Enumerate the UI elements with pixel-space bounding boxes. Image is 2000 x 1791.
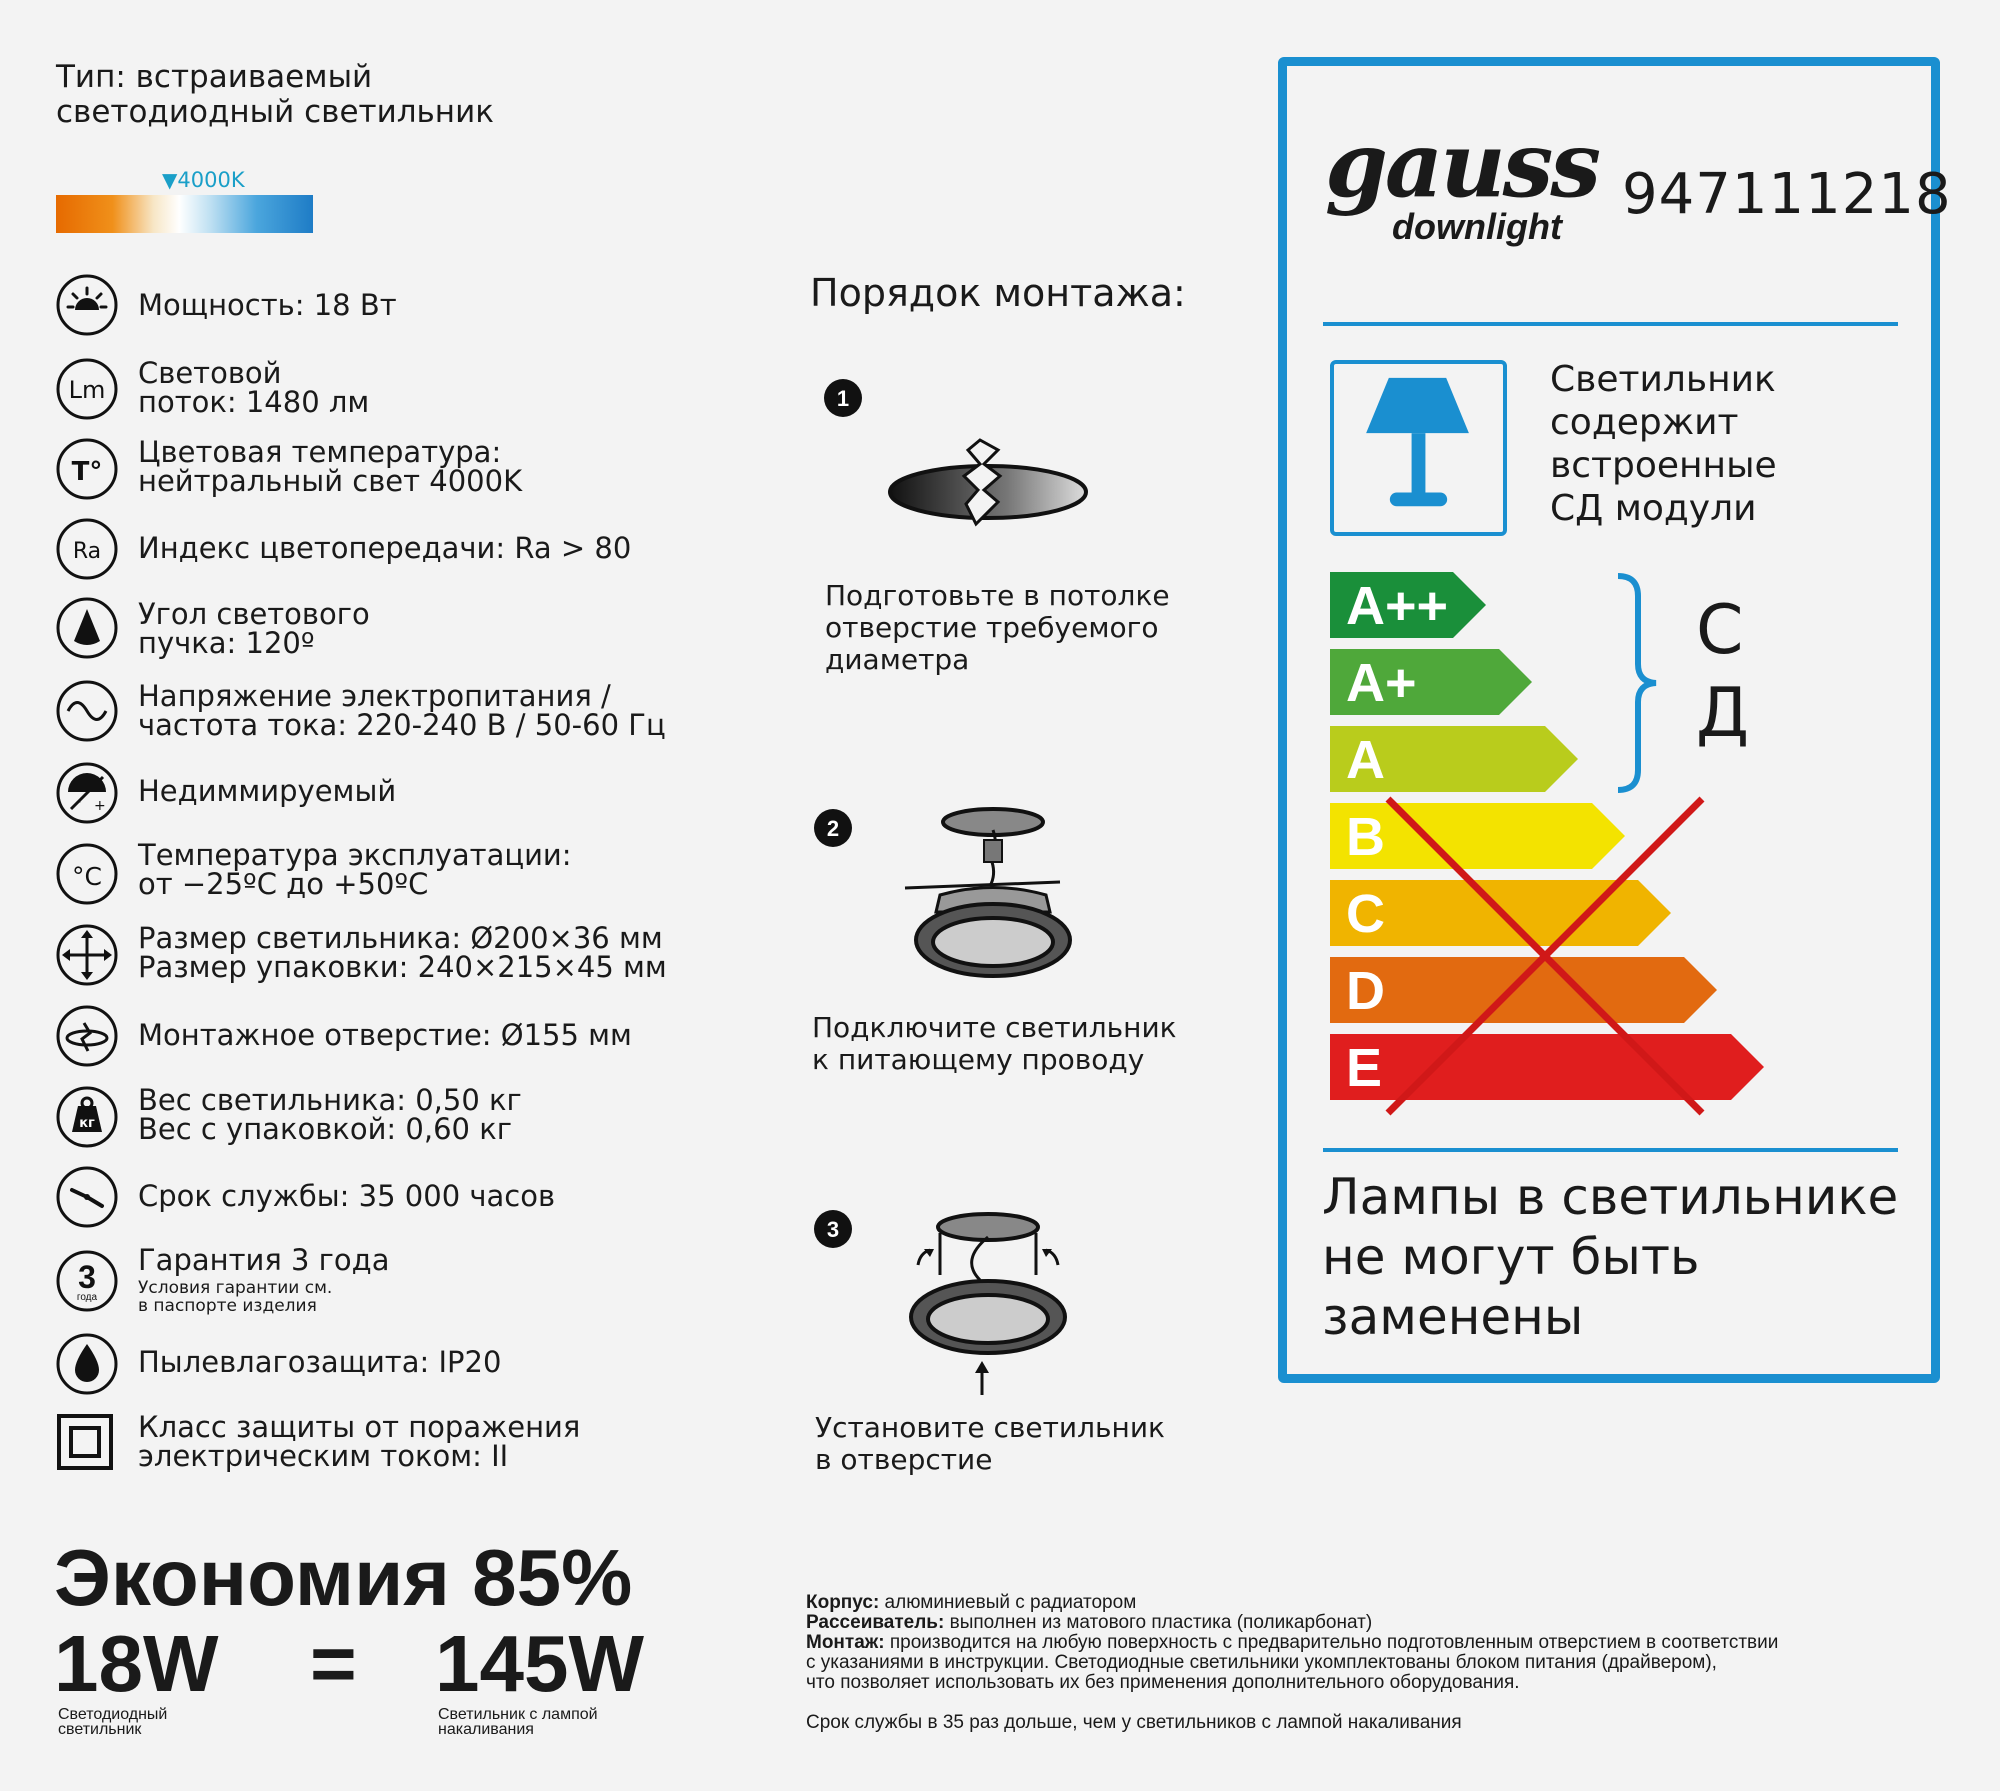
led-watt: 18W — [54, 1619, 219, 1708]
class-ii-icon — [56, 1413, 118, 1475]
lumen-icon — [56, 358, 118, 420]
size-arrows-icon — [56, 924, 118, 986]
step-2-badge — [813, 808, 853, 848]
warranty-icon — [56, 1250, 118, 1312]
led-caption: Светодиодный светильник — [58, 1706, 168, 1738]
spec-weight: Вес светильника: 0,50 кг Вес с упаковкой: 0,60 кг — [138, 1083, 522, 1146]
spec-color-temperature: Цветовая температура: нейтральный свет 4000K — [138, 435, 523, 498]
svg-text:Lm: Lm — [68, 376, 106, 404]
incandescent-watt: 145W — [435, 1619, 644, 1708]
label-divider-bottom — [1323, 1148, 1898, 1152]
non-dimmable-icon — [56, 762, 118, 824]
spec-voltage: Напряжение электропитания / частота тока: 220-240 В / 50-60 Гц — [138, 679, 666, 742]
svg-text:кг: кг — [79, 1116, 95, 1131]
temp-marker: ▼4000K — [162, 168, 245, 192]
beam-angle-icon — [56, 597, 118, 659]
svg-text:+: + — [94, 798, 106, 814]
wiring-illustration — [900, 800, 1075, 985]
spec-dimensions: Размер светильника: Ø200×36 мм Размер упаковки: 240×215×45 мм — [138, 921, 667, 984]
svg-text:года: года — [76, 1292, 98, 1303]
spec-luminous-flux: Световой поток: 1480 лм — [138, 356, 370, 419]
spec-lifetime: Срок службы: 35 000 часов — [138, 1179, 556, 1213]
sub-brand: downlight — [1392, 206, 1562, 247]
energy-class-a: A — [1330, 726, 1578, 792]
spec-operating-temperature: Температура эксплуатации: от −25ºC до +50ºC — [138, 838, 572, 901]
material-notes — [806, 1593, 1778, 1693]
thermometer-icon — [56, 438, 118, 500]
fixture-statement: Светильник содержит встроенные СД модули — [1550, 359, 1777, 529]
spec-warranty: Гарантия 3 года Условия гарантии см. в паспорте изделия — [138, 1243, 390, 1316]
step-1-text: Подготовьте в потолке отверстие требуемого диаметра — [825, 579, 1170, 676]
ra-icon — [56, 518, 118, 580]
class-range-bottom: Д — [1696, 674, 1750, 753]
type-line-1: Тип: встраиваемый — [56, 59, 373, 95]
step-2-text: Подключите светильник к питающему проводу — [812, 1011, 1177, 1076]
equals-sign: = — [310, 1619, 357, 1708]
non-replaceable-notice: Лампы в светильнике не могут быть заменены — [1322, 1168, 1899, 1346]
label-divider-top — [1323, 322, 1898, 326]
svg-text:T°: T° — [71, 457, 103, 487]
insert-fixture-illustration — [900, 1205, 1075, 1400]
svg-text:3: 3 — [826, 1217, 840, 1242]
svg-text:2: 2 — [826, 816, 840, 841]
note-mounting: Монтаж: производится на любую поверхность с предварительно подготовленным отверстием в соответствии — [806, 1632, 1779, 1653]
step-3-badge — [813, 1209, 853, 1249]
clock-icon — [56, 1166, 118, 1228]
spec-beam-angle: Угол светового пучка: 120º — [138, 597, 370, 660]
spec-mounting-hole: Монтажное отверстие: Ø155 мм — [138, 1018, 632, 1052]
lifetime-note: Срок службы в 35 раз дольше, чем у светильников с лампой накаливания — [806, 1712, 1462, 1733]
color-temperature-scale — [56, 195, 313, 233]
class-range-brace — [1612, 572, 1662, 794]
svg-text:-: - — [76, 794, 82, 810]
spec-cri: Индекс цветопередачи: Ra > 80 — [138, 531, 632, 565]
svg-text:1: 1 — [836, 386, 850, 411]
step-3-text: Установите светильник в отверстие — [815, 1411, 1165, 1476]
step-1-badge — [823, 378, 863, 418]
water-drop-icon — [56, 1333, 118, 1395]
energy-class-d: D — [1330, 957, 1717, 1023]
excluded-classes-cross — [1380, 795, 1710, 1120]
brand-logo: gauss — [1325, 112, 1599, 218]
lamp-icon — [1330, 360, 1507, 536]
energy-class-a-plus: A+ — [1330, 649, 1532, 715]
energy-class-a-plus-plus: A++ — [1330, 572, 1486, 638]
svg-text:Ra: Ra — [72, 539, 102, 564]
ac-wave-icon — [56, 680, 118, 742]
energy-class-c: C — [1330, 880, 1671, 946]
install-title: Порядок монтажа: — [810, 271, 1186, 315]
class-range-top: С — [1696, 591, 1744, 670]
spec-protection-class: Класс защиты от поражения электрическим током: II — [138, 1410, 581, 1473]
article-number: 947111218 — [1622, 162, 1952, 227]
spec-power: Мощность: 18 Вт — [138, 288, 397, 322]
mounting-hole-icon — [56, 1005, 118, 1067]
energy-class-e: E — [1330, 1034, 1764, 1100]
economy-title: Экономия 85% — [54, 1533, 633, 1622]
note-mounting-3: что позволяет использовать их без применения дополнительного оборудования. — [806, 1672, 1520, 1693]
note-diffuser: Рассеиватель: выполнен из матового пластика (поликарбонат) — [806, 1612, 1373, 1633]
spec-dimming: Недиммируемый — [138, 774, 397, 808]
sun-icon — [56, 274, 118, 336]
energy-class-b: B — [1330, 803, 1625, 869]
note-body: Корпус: алюминиевый с радиатором — [806, 1592, 1137, 1613]
svg-text:3: 3 — [78, 1259, 96, 1295]
svg-text:°C: °C — [72, 862, 102, 891]
marker-triangle-icon: ▼ — [162, 168, 178, 192]
ceiling-cutout-illustration — [880, 430, 1090, 530]
type-line-2: светодиодный светильник — [56, 94, 494, 130]
weight-icon — [56, 1086, 118, 1148]
celsius-icon — [56, 843, 118, 905]
spec-ip-rating: Пылевлагозащита: IP20 — [138, 1345, 502, 1379]
note-mounting-2: с указаниями в инструкции. Светодиодные светильники укомплектованы блоком питания (драйвером), — [806, 1652, 1717, 1673]
incandescent-caption: Светильник с лампой накаливания — [438, 1706, 598, 1738]
